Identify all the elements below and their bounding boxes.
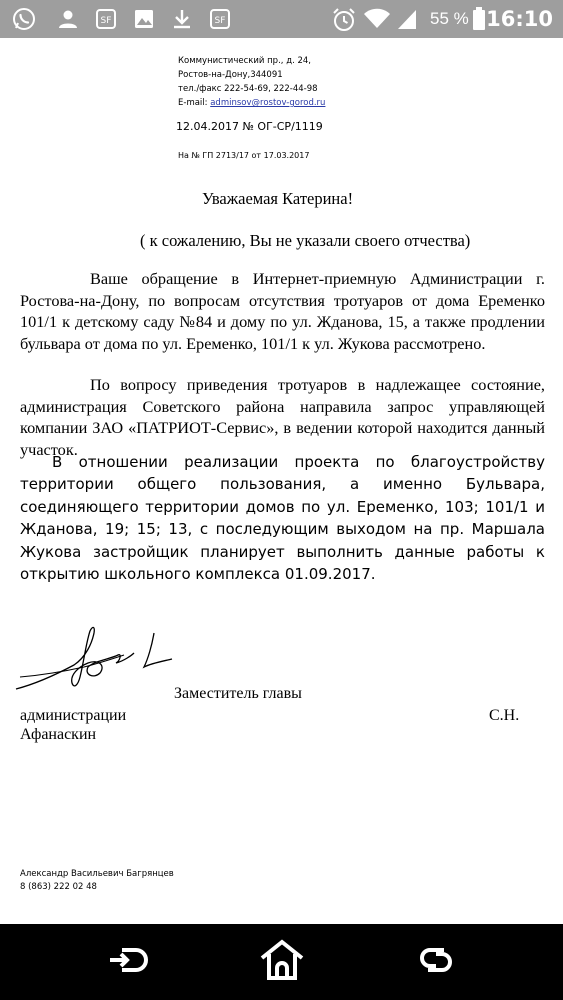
sender-address xyxy=(178,54,378,110)
email-label: E-mail: xyxy=(178,98,208,108)
address-email-line xyxy=(178,96,378,110)
paragraph-1: Ваше обращение в Интернет-приемную Администрации г. Ростова-на-Дону, по вопросам отсутствия тротуаров от дома Еременко 101/1 к детскому саду №84 и дому по ул. Жданова, 15, а также продлении бульвара от дома по ул. Еременко, 101/1 к ул. Жукова рассмотрено. xyxy=(20,269,545,353)
person-icon xyxy=(56,7,80,36)
signatory-surname: Афанаскин xyxy=(20,726,97,743)
letter-document[interactable] xyxy=(0,38,563,924)
home-button[interactable] xyxy=(252,938,312,986)
letter-number: 12.04.2017 № ОГ-СР/1119 xyxy=(176,120,323,133)
image-icon xyxy=(132,7,156,36)
battery-icon xyxy=(472,7,486,36)
download-icon xyxy=(170,7,194,36)
navigation-bar xyxy=(0,924,563,1000)
svg-text:SF: SF xyxy=(100,16,112,26)
doc-app-icon xyxy=(208,7,232,36)
address-phone: тел./факс 222-54-69, 222-44-98 xyxy=(178,84,318,94)
clock: 16:10 xyxy=(486,7,553,31)
recents-icon xyxy=(414,942,458,983)
address-city: Ростов-на-Дону,344091 xyxy=(178,70,283,80)
svg-text:SF: SF xyxy=(214,16,226,26)
paragraph-2: По вопросу приведения тротуаров в надлежащее состояние, администрация Советского района направила запрос управляющей компании ЗАО «ПАТРИОТ-Сервис», в ведении которой находится данный участок. xyxy=(20,375,545,459)
signatory-initials: С.Н. xyxy=(489,707,520,724)
signatory-title: Заместитель главы xyxy=(174,685,302,702)
signal-icon xyxy=(396,7,418,36)
back-button[interactable] xyxy=(98,938,158,986)
letter-reference: На № ГП 2713/17 от 17.03.2017 xyxy=(178,151,310,160)
home-icon xyxy=(258,938,306,987)
wifi-icon xyxy=(363,7,391,36)
battery-percent: 55 % xyxy=(430,9,469,28)
patronymic-note: ( к сожалению, Вы не указали своего отчества) xyxy=(140,231,471,250)
address-street: Коммунистический пр., д. 24, xyxy=(178,56,311,66)
email-link[interactable]: adminsov@rostov-gorod.ru xyxy=(210,98,326,108)
back-icon xyxy=(106,942,150,983)
paragraph-3: В отношении реализации проекта по благоустройству территории общего пользования, а именно Бульвара, соединяющего территории домов по ул. Еременко, 103; 101/1 и Жданова, 19; 15; 13, с последующим выходом на пр. Маршала Жукова застройщик планирует выполнить данные работы к открытию школьного комплекса 01.09.2017. xyxy=(20,453,545,584)
doc-app-icon xyxy=(94,7,118,36)
alarm-icon xyxy=(331,7,357,38)
status-bar xyxy=(0,0,563,38)
executor-phone: 8 (863) 222 02 48 xyxy=(20,882,97,892)
whatsapp-icon xyxy=(12,7,36,36)
handwritten-signature xyxy=(14,621,184,701)
executor-name: Александр Васильевич Багрянцев xyxy=(20,869,174,879)
greeting: Уважаемая Катерина! xyxy=(202,189,354,208)
recents-button[interactable] xyxy=(406,938,466,986)
signatory-organization: администрации xyxy=(20,707,127,724)
